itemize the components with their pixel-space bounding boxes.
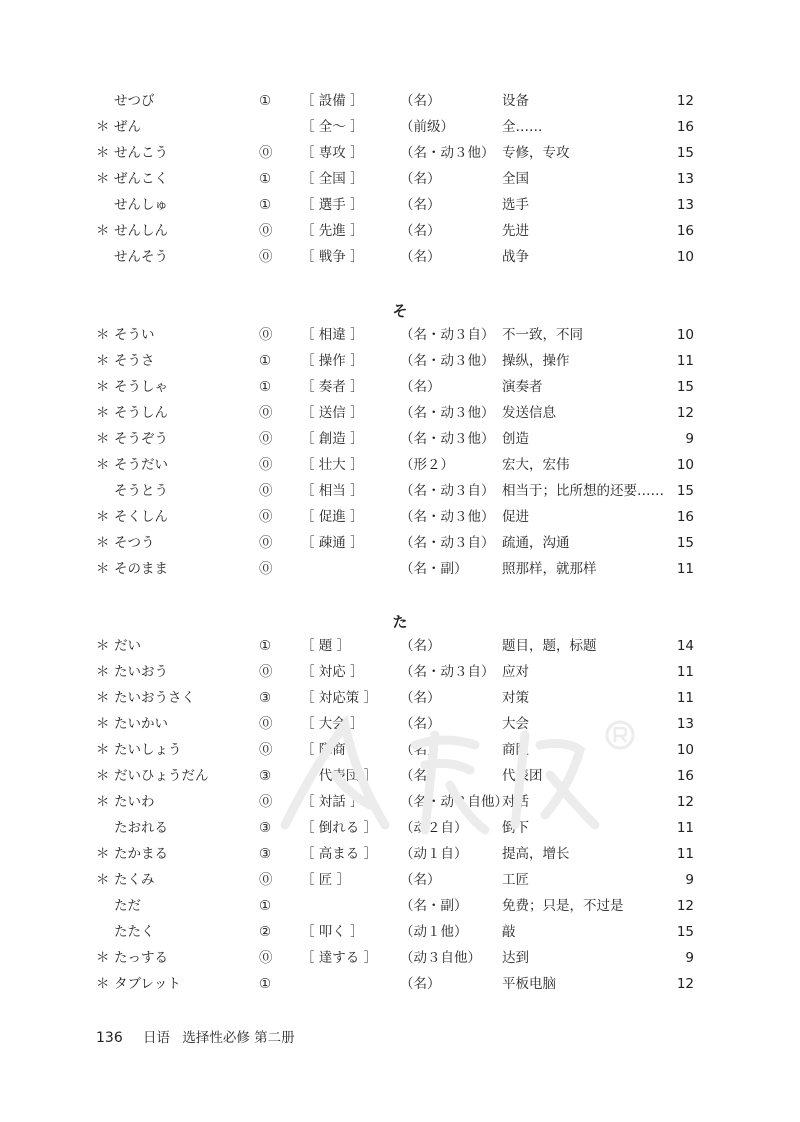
entry-kanji: ［ 創造 ］ xyxy=(301,431,364,447)
entry-accent: ① xyxy=(259,93,272,109)
page-footer xyxy=(96,1026,295,1046)
entry-accent: ⓪ xyxy=(259,872,273,888)
entry-kanji: ［ 対応 ］ xyxy=(301,664,364,680)
entry-lesson-number: 16 xyxy=(676,768,694,784)
entry-lesson-number: 16 xyxy=(676,223,694,239)
entry-accent: ① xyxy=(259,353,272,369)
vocab-entry xyxy=(0,114,800,140)
entry-lesson-number: 10 xyxy=(676,327,694,343)
new-word-mark: ＊ xyxy=(96,976,110,992)
entry-part-of-speech: （动１自） xyxy=(400,846,468,862)
entry-meaning: 战争 xyxy=(502,249,529,265)
entry-lesson-number: 11 xyxy=(676,664,694,680)
entry-kanji: ［ 促進 ］ xyxy=(301,509,364,525)
entry-meaning: 演奏者 xyxy=(502,379,543,395)
entry-meaning: 达到 xyxy=(502,950,529,966)
vocab-entry xyxy=(0,659,800,685)
entry-kanji: ［ 対応策 ］ xyxy=(301,690,378,706)
entry-kanji: ［ 壮大 ］ xyxy=(301,457,364,473)
entry-part-of-speech: （名） xyxy=(400,976,441,992)
entry-meaning: 相当于；比所想的还要…… xyxy=(502,483,664,499)
new-word-mark: ＊ xyxy=(96,794,110,810)
entry-kanji: ［ 相違 ］ xyxy=(301,327,364,343)
entry-reading: せんそう xyxy=(114,249,168,265)
entry-meaning: 对话 xyxy=(502,794,529,810)
entry-kanji: ［ 全～ ］ xyxy=(301,119,364,135)
entry-lesson-number: 10 xyxy=(676,457,694,473)
entry-reading: せんしん xyxy=(114,223,168,239)
page-number: 136 xyxy=(96,1030,123,1046)
section-se xyxy=(0,88,800,270)
entry-meaning: 代表团 xyxy=(502,768,543,784)
vocab-entry xyxy=(0,166,800,192)
new-word-mark: ＊ xyxy=(96,690,110,706)
entry-reading: たいおうさく xyxy=(114,690,195,706)
entry-kanji: ［ 疎通 ］ xyxy=(301,535,364,551)
entry-reading: そうしん xyxy=(114,405,168,421)
entry-part-of-speech: （名・动３他） xyxy=(400,509,495,525)
entry-meaning: 先进 xyxy=(502,223,529,239)
entry-meaning: 发送信息 xyxy=(502,405,556,421)
new-word-mark: ＊ xyxy=(96,535,110,551)
entry-part-of-speech: （名・动３自） xyxy=(400,483,495,499)
entry-part-of-speech: （名・动３自） xyxy=(400,535,495,551)
entry-list xyxy=(0,88,800,270)
vocab-entry xyxy=(0,348,800,374)
entry-accent: ⓪ xyxy=(259,431,273,447)
section-so xyxy=(0,322,800,582)
entry-meaning: 专修，专攻 xyxy=(502,145,570,161)
entry-lesson-number: 10 xyxy=(676,249,694,265)
entry-lesson-number: 15 xyxy=(676,535,694,551)
entry-accent: ⓪ xyxy=(259,483,273,499)
entry-kanji: ［ 題 ］ xyxy=(301,638,351,654)
entry-lesson-number: 15 xyxy=(676,145,694,161)
entry-meaning: 倒下 xyxy=(502,820,529,836)
entry-part-of-speech: （名） xyxy=(400,197,441,213)
vocab-entry xyxy=(0,218,800,244)
entry-reading: たいしょう xyxy=(114,742,182,758)
entry-part-of-speech: （名） xyxy=(400,379,441,395)
vocab-entry xyxy=(0,88,800,114)
entry-lesson-number: 10 xyxy=(676,742,694,758)
new-word-mark: ＊ xyxy=(96,509,110,525)
entry-meaning: 商队 xyxy=(502,742,529,758)
new-word-mark: ＊ xyxy=(96,431,110,447)
vocab-entry xyxy=(0,374,800,400)
entry-part-of-speech: （名） xyxy=(400,872,441,888)
entry-accent: ⓪ xyxy=(259,794,273,810)
entry-lesson-number: 16 xyxy=(676,509,694,525)
entry-accent: ⓪ xyxy=(259,145,273,161)
entry-part-of-speech: （名） xyxy=(400,690,441,706)
section-heading-ta: た xyxy=(392,613,408,631)
entry-part-of-speech: （动１他） xyxy=(400,924,468,940)
vocab-entry xyxy=(0,971,800,997)
new-word-mark: ＊ xyxy=(96,379,110,395)
entry-reading: せつび xyxy=(114,93,155,109)
vocab-entry xyxy=(0,919,800,945)
entry-reading: たいわ xyxy=(114,794,155,810)
entry-accent: ① xyxy=(259,171,272,187)
entry-meaning: 全国 xyxy=(502,171,529,187)
entry-accent: ① xyxy=(259,379,272,395)
entry-reading: そうさ xyxy=(114,353,155,369)
entry-meaning: 大会 xyxy=(502,716,529,732)
entry-reading: たっする xyxy=(114,950,168,966)
entry-part-of-speech: （名） xyxy=(400,249,441,265)
new-word-mark: ＊ xyxy=(96,716,110,732)
entry-reading: たくみ xyxy=(114,872,155,888)
entry-meaning: 选手 xyxy=(502,197,529,213)
entry-part-of-speech: （名・动３他） xyxy=(400,431,495,447)
entry-kanji: ［ 相当 ］ xyxy=(301,483,364,499)
entry-lesson-number: 11 xyxy=(676,846,694,862)
vocab-entry xyxy=(0,478,800,504)
vocab-entry xyxy=(0,452,800,478)
entry-lesson-number: 15 xyxy=(676,924,694,940)
entry-kanji: ［ 倒れる ］ xyxy=(301,820,378,836)
new-word-mark: ＊ xyxy=(96,145,110,161)
entry-lesson-number: 9 xyxy=(685,950,694,966)
entry-accent: ⓪ xyxy=(259,535,273,551)
entry-meaning: 不一致，不同 xyxy=(502,327,583,343)
entry-lesson-number: 15 xyxy=(676,379,694,395)
entry-part-of-speech: （名・副） xyxy=(400,898,468,914)
entry-meaning: 敲 xyxy=(502,924,516,940)
vocab-entry xyxy=(0,140,800,166)
entry-accent: ① xyxy=(259,197,272,213)
new-word-mark: ＊ xyxy=(96,768,110,784)
entry-lesson-number: 11 xyxy=(676,353,694,369)
entry-part-of-speech: （前级） xyxy=(400,119,454,135)
new-word-mark: ＊ xyxy=(96,561,110,577)
entry-accent: ⓪ xyxy=(259,249,273,265)
new-word-mark: ＊ xyxy=(96,872,110,888)
entry-lesson-number: 11 xyxy=(676,690,694,706)
entry-part-of-speech: （形２） xyxy=(400,457,454,473)
new-word-mark: ＊ xyxy=(96,846,110,862)
entry-lesson-number: 13 xyxy=(676,197,694,213)
entry-lesson-number: 15 xyxy=(676,483,694,499)
entry-kanji: ［ 選手 ］ xyxy=(301,197,364,213)
entry-reading: そのまま xyxy=(114,561,168,577)
entry-part-of-speech: （名・动３自） xyxy=(400,327,495,343)
entry-accent: ③ xyxy=(259,690,272,706)
vocab-entry xyxy=(0,556,800,582)
entry-accent: ⓪ xyxy=(259,716,273,732)
entry-meaning: 促进 xyxy=(502,509,529,525)
entry-part-of-speech: （名・动３自） xyxy=(400,664,495,680)
entry-accent: ⓪ xyxy=(259,950,273,966)
entry-reading: だい xyxy=(114,638,141,654)
entry-reading: たいかい xyxy=(114,716,168,732)
new-word-mark: ＊ xyxy=(96,950,110,966)
entry-meaning: 工匠 xyxy=(502,872,529,888)
vocab-entry xyxy=(0,633,800,659)
entry-kanji: ［ 叩く ］ xyxy=(301,924,364,940)
entry-lesson-number: 9 xyxy=(685,872,694,888)
entry-reading: せんしゅ xyxy=(114,197,168,213)
entry-part-of-speech: （名） xyxy=(400,638,441,654)
entry-meaning: 题目，题，标题 xyxy=(502,638,597,654)
entry-meaning: 全…… xyxy=(502,119,543,135)
entry-meaning: 操纵，操作 xyxy=(502,353,570,369)
vocab-entry xyxy=(0,426,800,452)
vocab-entry xyxy=(0,322,800,348)
entry-reading: そつう xyxy=(114,535,155,551)
entry-kanji: ［ 代表団 ］ xyxy=(301,768,378,784)
entry-lesson-number: 12 xyxy=(676,93,694,109)
entry-meaning: 对策 xyxy=(502,690,529,706)
entry-lesson-number: 11 xyxy=(676,820,694,836)
entry-reading: ぜん xyxy=(114,119,141,135)
entry-accent: ⓪ xyxy=(259,742,273,758)
entry-reading: たたく xyxy=(114,924,155,940)
entry-accent: ⓪ xyxy=(259,405,273,421)
vocab-entry xyxy=(0,192,800,218)
entry-accent: ⓪ xyxy=(259,561,273,577)
entry-lesson-number: 16 xyxy=(676,119,694,135)
entry-meaning: 应对 xyxy=(502,664,529,680)
entry-part-of-speech: （名） xyxy=(400,93,441,109)
entry-kanji: ［ 操作 ］ xyxy=(301,353,364,369)
entry-lesson-number: 14 xyxy=(676,638,694,654)
entry-lesson-number: 13 xyxy=(676,716,694,732)
entry-kanji: ［ 全国 ］ xyxy=(301,171,364,187)
entry-kanji: ［ 奏者 ］ xyxy=(301,379,364,395)
entry-reading: そうい xyxy=(114,327,155,343)
entry-meaning: 宏大，宏伟 xyxy=(502,457,570,473)
new-word-mark: ＊ xyxy=(96,664,110,680)
entry-meaning: 平板电脑 xyxy=(502,976,556,992)
entry-lesson-number: 12 xyxy=(676,405,694,421)
entry-meaning: 设备 xyxy=(502,93,529,109)
entry-kanji: ［ 設備 ］ xyxy=(301,93,364,109)
entry-reading: ぜんこく xyxy=(114,171,168,187)
entry-part-of-speech: （名・动３自他） xyxy=(400,794,508,810)
entry-kanji: ［ 対話 ］ xyxy=(301,794,364,810)
entry-accent: ③ xyxy=(259,846,272,862)
new-word-mark: ＊ xyxy=(96,638,110,654)
entry-reading: たかまる xyxy=(114,846,168,862)
entry-reading: そうしゃ xyxy=(114,379,168,395)
entry-kanji: ［ 戦争 ］ xyxy=(301,249,364,265)
new-word-mark: ＊ xyxy=(96,457,110,473)
vocab-entry xyxy=(0,530,800,556)
entry-kanji: ［ 先進 ］ xyxy=(301,223,364,239)
new-word-mark: ＊ xyxy=(96,405,110,421)
entry-reading: タブレット xyxy=(114,976,181,992)
entry-meaning: 提高，增长 xyxy=(502,846,570,862)
entry-reading: だいひょうだん xyxy=(114,768,209,784)
entry-lesson-number: 12 xyxy=(676,794,694,810)
entry-reading: そうとう xyxy=(114,483,168,499)
entry-part-of-speech: （名） xyxy=(400,716,441,732)
entry-reading: たいおう xyxy=(114,664,168,680)
entry-reading: そうだい xyxy=(114,457,168,473)
entry-part-of-speech: （名・动３他） xyxy=(400,405,495,421)
vocab-entry xyxy=(0,504,800,530)
entry-meaning: 疏通，沟通 xyxy=(502,535,570,551)
vocab-entry xyxy=(0,867,800,893)
vocab-entry xyxy=(0,244,800,270)
entry-list xyxy=(0,322,800,582)
entry-lesson-number: 9 xyxy=(685,431,694,447)
entry-lesson-number: 12 xyxy=(676,898,694,914)
entry-accent: ② xyxy=(259,924,272,940)
entry-accent: ⓪ xyxy=(259,327,273,343)
entry-kanji: ［ 高まる ］ xyxy=(301,846,378,862)
entry-accent: ⓪ xyxy=(259,457,273,473)
book-subtitle: 选择性必修 第二册 xyxy=(182,1030,295,1046)
new-word-mark: ＊ xyxy=(96,353,110,369)
entry-accent: ⓪ xyxy=(259,664,273,680)
entry-meaning: 创造 xyxy=(502,431,529,447)
new-word-mark: ＊ xyxy=(96,119,110,135)
entry-meaning: 免费；只是，不过是 xyxy=(502,898,624,914)
new-word-mark: ＊ xyxy=(96,327,110,343)
vocab-entry xyxy=(0,400,800,426)
vocab-entry xyxy=(0,893,800,919)
vocab-entry xyxy=(0,945,800,971)
entry-accent: ⓪ xyxy=(259,509,273,525)
entry-part-of-speech: （名・动３他） xyxy=(400,145,495,161)
entry-part-of-speech: （名） xyxy=(400,768,441,784)
entry-meaning: 照那样，就那样 xyxy=(502,561,597,577)
entry-kanji: ［ 達する ］ xyxy=(301,950,378,966)
entry-part-of-speech: （名） xyxy=(400,171,441,187)
entry-part-of-speech: （名・动３他） xyxy=(400,353,495,369)
entry-part-of-speech: （名・副） xyxy=(400,561,468,577)
new-word-mark: ＊ xyxy=(96,171,110,187)
new-word-mark: ＊ xyxy=(96,223,110,239)
entry-reading: そくしん xyxy=(114,509,168,525)
book-title: 日语 xyxy=(143,1030,171,1046)
entry-lesson-number: 12 xyxy=(676,976,694,992)
entry-kanji: ［ 匠 ］ xyxy=(301,872,351,888)
entry-part-of-speech: （名） xyxy=(400,742,441,758)
entry-reading: せんこう xyxy=(114,145,168,161)
entry-reading: ただ xyxy=(114,898,141,914)
entry-kanji: ［ 専攻 ］ xyxy=(301,145,364,161)
section-heading-so: そ xyxy=(392,302,408,320)
entry-part-of-speech: （名） xyxy=(400,223,441,239)
entry-accent: ① xyxy=(259,638,272,654)
entry-accent: ③ xyxy=(259,768,272,784)
new-word-mark: ＊ xyxy=(96,742,110,758)
entry-reading: そうぞう xyxy=(114,431,168,447)
entry-accent: ⓪ xyxy=(259,223,273,239)
entry-accent: ① xyxy=(259,898,272,914)
entry-kanji: ［ 大会 ］ xyxy=(301,716,364,732)
entry-part-of-speech: （动２自） xyxy=(400,820,468,836)
entry-part-of-speech: （动３自他） xyxy=(400,950,481,966)
entry-kanji: ［ 隊商 ］ xyxy=(301,742,364,758)
entry-accent: ① xyxy=(259,976,272,992)
entry-accent: ③ xyxy=(259,820,272,836)
entry-lesson-number: 11 xyxy=(676,561,694,577)
entry-kanji: ［ 送信 ］ xyxy=(301,405,364,421)
entry-lesson-number: 13 xyxy=(676,171,694,187)
publisher-watermark-logo xyxy=(275,705,655,845)
entry-reading: たおれる xyxy=(114,820,168,836)
